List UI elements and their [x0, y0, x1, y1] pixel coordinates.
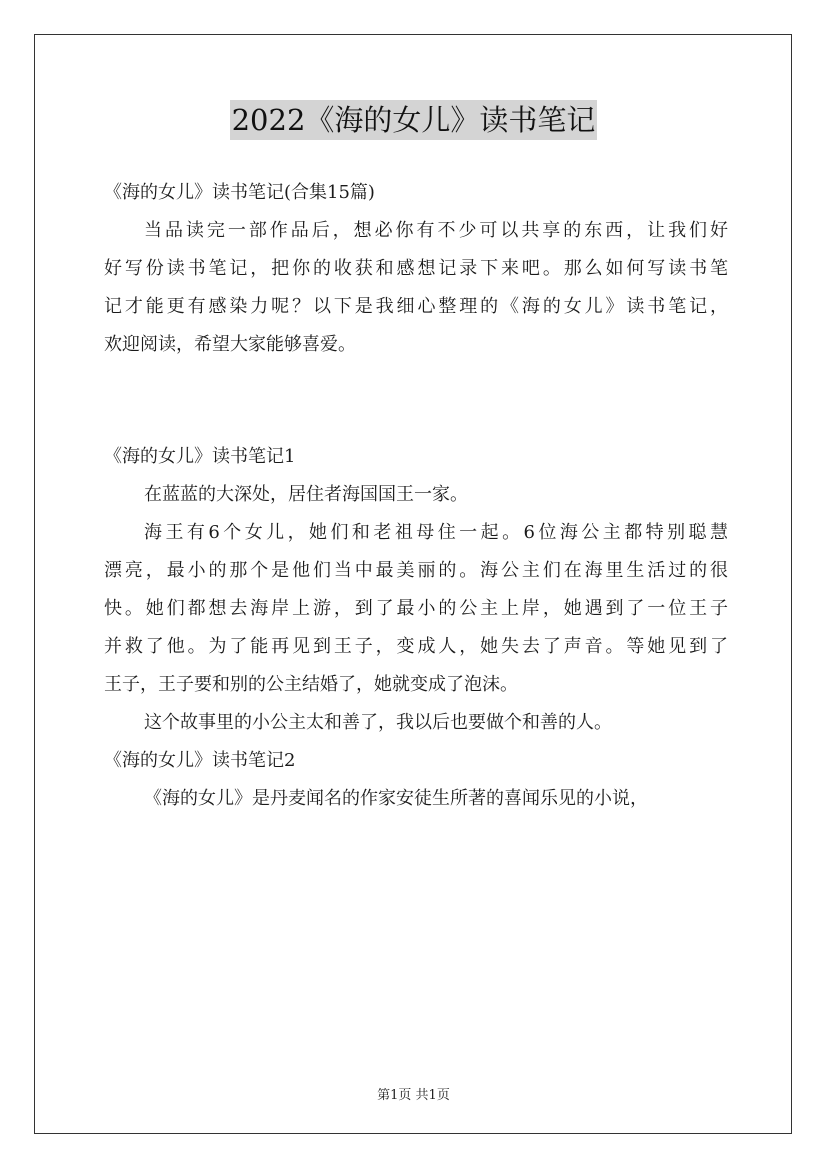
section1-heading: 《海的女儿》读书笔记1	[104, 446, 296, 467]
section2-heading: 《海的女儿》读书笔记2	[104, 750, 296, 771]
paragraph-line: 并救了他。为了能再见到王子，变成人，她失去了声音。等她见到了	[104, 636, 728, 657]
section-gap	[104, 364, 728, 438]
section1-paragraph-2	[104, 514, 728, 704]
section2-paragraph-1	[104, 780, 728, 818]
section1-paragraph-3	[104, 704, 728, 742]
page-footer: 第1页 共1页	[377, 1088, 450, 1103]
paragraph-line: 这个故事里的小公主太和善了，我以后也要做个和善的人。	[144, 712, 612, 733]
paragraph-line: 漂亮，最小的那个是他们当中最美丽的。海公主们在海里生活过的很	[104, 560, 728, 581]
paragraph-line: 在蓝蓝的大深处，居住者海国国王一家。	[144, 484, 468, 505]
section1-paragraph-1	[104, 476, 728, 514]
paragraph-line: 海王有6个女儿，她们和老祖母住一起。6位海公主都特别聪慧	[144, 522, 728, 543]
document-title: 2022《海的女儿》读书笔记	[230, 100, 598, 140]
intro-line: 记才能更有感染力呢？以下是我细心整理的《海的女儿》读书笔记，	[104, 296, 728, 317]
paragraph-line: 《海的女儿》是丹麦闻名的作家安徒生所著的喜闻乐见的小说，	[144, 788, 648, 809]
intro-line: 好写份读书笔记，把你的收获和感想记录下来吧。那么如何写读书笔	[104, 258, 728, 279]
document-body	[104, 174, 728, 818]
paragraph-line: 王子，王子要和别的公主结婚了，她就变成了泡沫。	[104, 674, 518, 695]
intro-line: 当品读完一部作品后，想必你有不少可以共享的东西，让我们好	[144, 220, 728, 241]
title-wrap	[0, 100, 827, 140]
document-subtitle: 《海的女儿》读书笔记(合集15篇)	[104, 182, 375, 203]
intro-line: 欢迎阅读，希望大家能够喜爱。	[104, 334, 356, 355]
intro-paragraph	[104, 212, 728, 364]
paragraph-line: 快。她们都想去海岸上游，到了最小的公主上岸，她遇到了一位王子	[104, 598, 728, 619]
